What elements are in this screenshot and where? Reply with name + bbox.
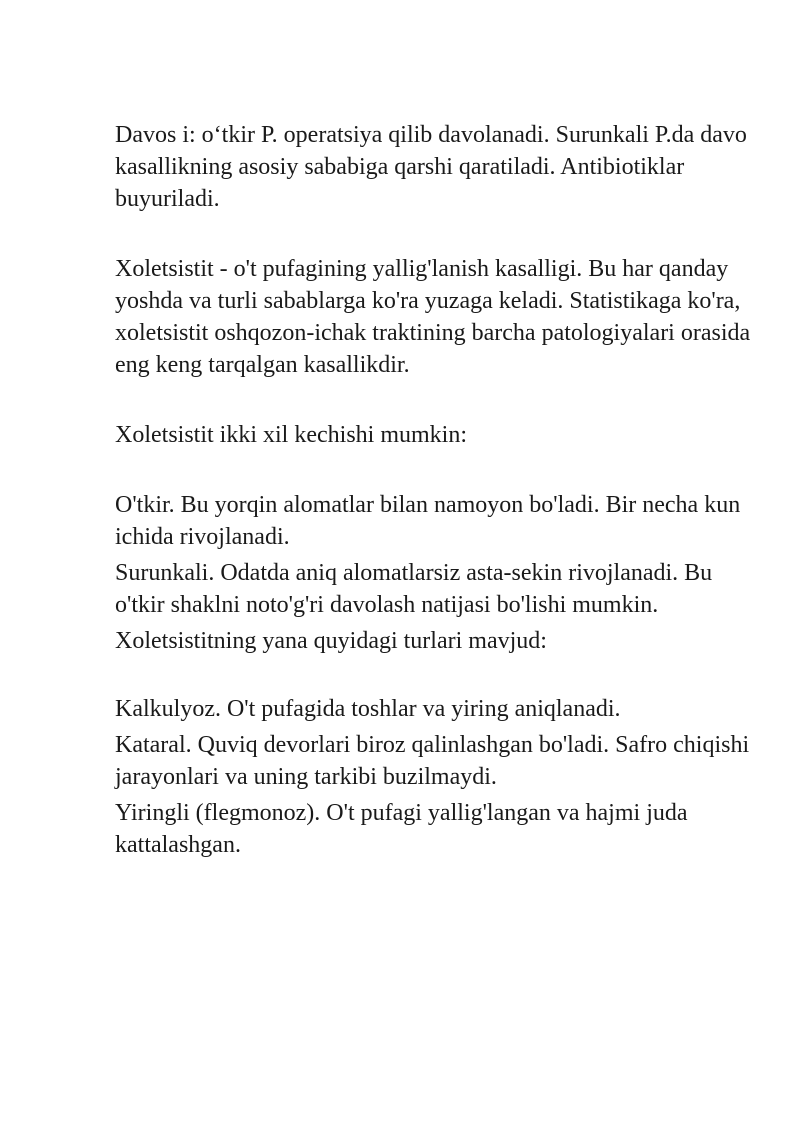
paragraph-other-types-heading: Xoletsistitning yana quyidagi turlari mavjud: [115,628,547,654]
paragraph-course-types-heading: Xoletsistit ikki xil kechishi mumkin: [115,422,467,448]
paragraph-calculous: Kalkulyoz. O't pufagida toshlar va yiring aniqlanadi. [115,696,621,722]
paragraph-purulent: Yiringli (flegmonoz). O't pufagi yallig'langan va hajmi juda kattalashgan. [115,800,688,858]
document-body [115,119,755,861]
paragraph-catarrhal: Kataral. Quviq devorlari biroz qalinlashgan bo'ladi. Safro chiqishi jarayonlari va uning tarkibi buzilmaydi. [115,732,750,790]
paragraph-chronic: Surunkali. Odatda aniq alomatlarsiz asta-sekin rivojlanadi. Bu o'tkir shaklni noto'g'ri davolash natijasi bo'lishi mumkin. [115,560,713,618]
paragraph-acute: O'tkir. Bu yorqin alomatlar bilan namoyon bo'ladi. Bir necha kun ichida rivojlanadi. [115,492,741,550]
paragraph-cholecystitis-intro: Xoletsistit - o't pufagining yallig'lanish kasalligi. Bu har qanday yoshda va turli sabablarga ko'ra yuzaga keladi. Statistikaga ko'ra, xoletsistit oshqozon-ichak traktining barcha patologiyalari orasida eng keng tarqalgan kasallikdir. [115,256,751,378]
paragraph-treatment: Davos i: o‘tkir P. operatsiya qilib davolanadi. Surunkali P.da davo kasallikning asosiy sababiga qarshi qaratiladi. Antibiotiklar buyuriladi. [115,122,747,212]
